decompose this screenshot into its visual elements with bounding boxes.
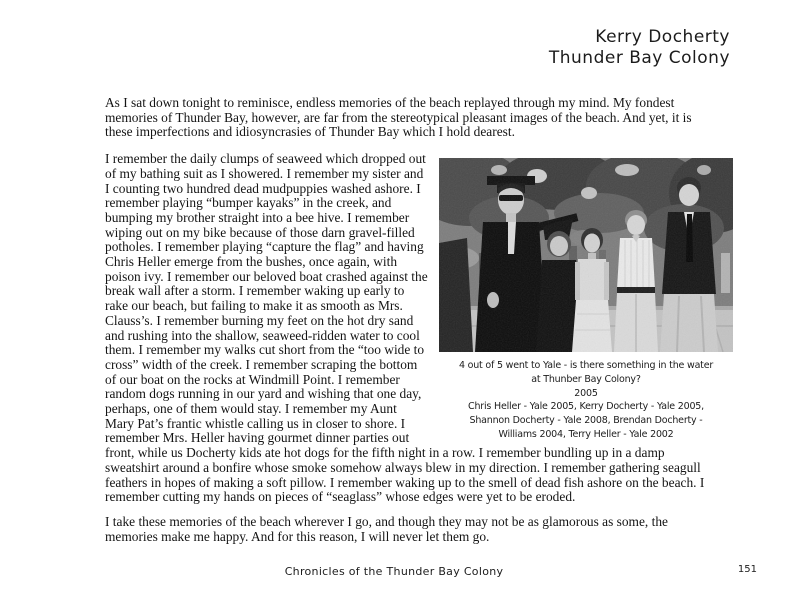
author-name: Kerry Docherty xyxy=(595,27,730,47)
paragraph-memories-wrap xyxy=(105,152,717,505)
colony-name: Thunder Bay Colony xyxy=(548,48,730,68)
paragraph-memories: I remember the daily clumps of seaweed which dropped out of my bathing suit as I showered. I remember my sister and I counting two hundred dead mudpuppies washed ashore. I remember playing “bumper kayaks” in the creek, and bumping my brother straight into a bee hive. I remember wiping out on my bike because of those darn gravel-filled potholes. I remember playing “capture the flag” and having Chris Heller emerge from the bushes, once again, with poison ivy. I remember our beloved boat crashed against the break wall after a storm. I remember waking up early to rake our beach, but failing to make it as smooth as Mrs. Clauss’s. I remember burning my feet on the hot dry sand and rushing into the shallow, seaweed-ridden water to cool them. I remember my walks cut short from the “too wide to cross” width of the creek. I remember scraping the bottom of our boat on the rocks at Windmill Point. I remember random dogs running in our yard and wishing that one day, perhaps, one of them would stay. I remember my Aunt Mary Pat’s frantic whistle calling us in closer to shore. I remember Mrs. Heller having gourmet dinner parties out front, while us Docherty kids ate hot dogs for the fifth night in a row. I remember bundling up in a damp sweatshirt around a bonfire whose smoke somehow always blew in my direction. I remember gathering seagull feathers in hopes of making a soft pillow. I remember waking up to the smell of dead fish ashore on the beach. I remember cutting my hands on pieces of “seaglass” whose edges were yet to be eroded. xyxy=(105,151,705,505)
photo-caption xyxy=(439,359,733,441)
page-body xyxy=(105,96,717,544)
page-header xyxy=(549,27,730,69)
caption-line: at Thunber Bay Colony? xyxy=(531,373,641,385)
caption-line: Shannon Docherty - Yale 2008, Brendan Docherty - xyxy=(469,414,703,426)
caption-line: Chris Heller - Yale 2005, Kerry Docherty - Yale 2005, xyxy=(468,401,704,413)
caption-line: 2005 xyxy=(574,387,598,399)
caption-line: Williams 2004, Terry Heller - Yale 2002 xyxy=(498,428,674,440)
page-number: 151 xyxy=(737,564,757,575)
book-title-footer: Chronicles of the Thunder Bay Colony xyxy=(284,565,504,578)
photo-figure xyxy=(439,158,733,441)
paragraph-closing: I take these memories of the beach wherever I go, and though they may not be as glamorous as some, the memories make me happy. And for this reason, I will never let them go. xyxy=(105,513,668,544)
paragraph-intro: As I sat down tonight to reminisce, endless memories of the beach replayed through my mind. My fondest memories of Thunder Bay, however, are far from the stereotypical pleasant images of the beach. And yet, it is these imperfections and idiosyncrasies of Thunder Bay which I hold dearest. xyxy=(105,95,692,140)
graduation-photo xyxy=(439,158,733,352)
caption-line: 4 out of 5 went to Yale - is there something in the water xyxy=(458,360,714,372)
